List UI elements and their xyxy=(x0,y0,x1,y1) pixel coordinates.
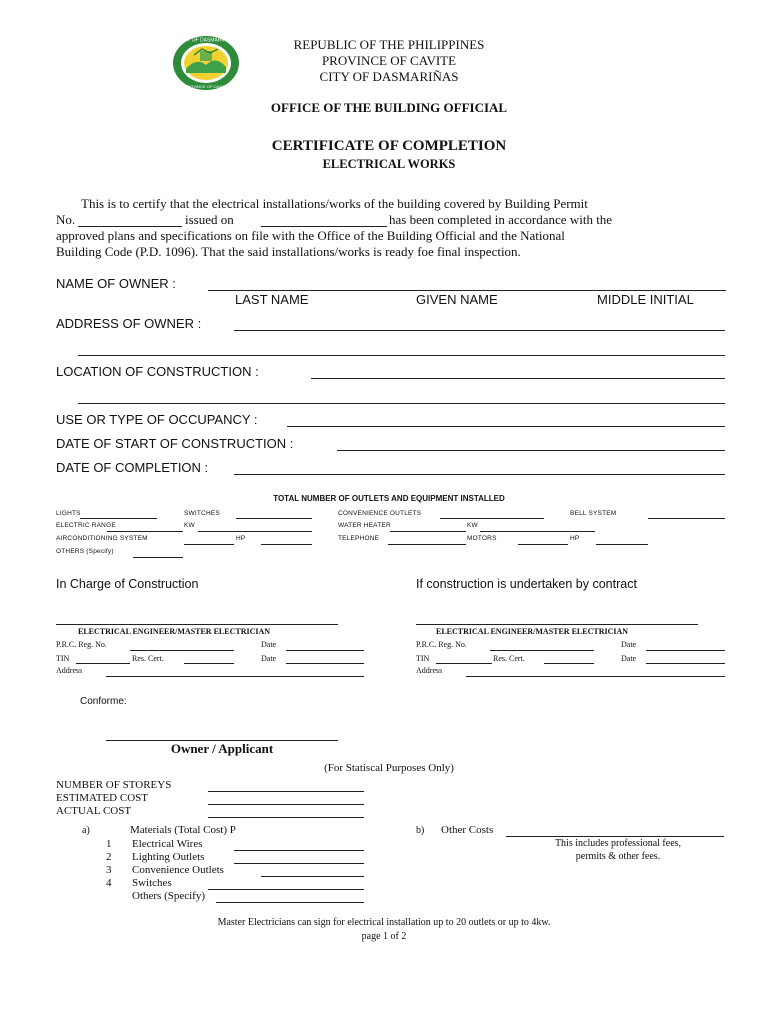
right-res-date-field[interactable] xyxy=(646,663,725,664)
right-tin-label: TIN xyxy=(416,654,430,663)
right-engineer-caption: ELECTRICAL ENGINEER/MASTER ELECTRICIAN xyxy=(436,627,629,636)
right-prc-date-field[interactable] xyxy=(646,650,725,651)
estimated-cost-field[interactable] xyxy=(208,804,364,805)
left-prc-date-label: Date xyxy=(261,640,277,649)
item-number-3: 3 xyxy=(106,864,112,876)
city-seal-logo xyxy=(172,35,240,91)
right-prc-field[interactable] xyxy=(490,650,594,651)
item-field-others[interactable] xyxy=(216,902,364,903)
telephone-field[interactable] xyxy=(388,544,466,545)
owner-address-label: ADDRESS OF OWNER : xyxy=(56,316,202,331)
item-number-4: 4 xyxy=(106,877,112,889)
item-label-switches: Switches xyxy=(132,877,172,889)
right-address-label: Address xyxy=(416,666,443,675)
intro-line-3: approved plans and specifications on file with the Office of the Building Official and the National xyxy=(56,228,565,243)
document-title: CERTIFICATE OF COMPLETION xyxy=(271,138,507,154)
switches-label: SWITCHES xyxy=(184,510,220,517)
right-address-field[interactable] xyxy=(466,676,725,677)
left-res-date-label: Date xyxy=(261,654,277,663)
range-label: ELECTRIC RANGE xyxy=(56,522,116,529)
right-prc-label: P.R.C. Reg. No. xyxy=(416,640,467,649)
convenience-label: CONVENIENCE OUTLETS xyxy=(338,510,422,517)
given-name-caption: GIVEN NAME xyxy=(416,292,498,307)
telephone-label: TELEPHONE xyxy=(338,535,380,542)
header-office: OFFICE OF THE BUILDING OFFICIAL xyxy=(270,100,508,115)
intro-issued-on: issued on xyxy=(185,212,234,227)
item-field-switches[interactable] xyxy=(208,889,364,890)
left-tin-field[interactable] xyxy=(76,663,130,664)
right-prc-date-label: Date xyxy=(621,640,637,649)
range-field[interactable] xyxy=(107,531,183,532)
issued-date-field[interactable] xyxy=(261,226,387,227)
heater-label: WATER HEATER xyxy=(338,522,391,529)
intro-line-4: Building Code (P.D. 1096). That the said installations/works is ready foe final inspection. xyxy=(56,244,521,259)
other-costs-note-1: This includes professional fees, xyxy=(554,838,682,849)
completion-date-label: DATE OF COMPLETION : xyxy=(56,460,209,475)
left-signature-line[interactable] xyxy=(56,624,338,625)
right-res-field[interactable] xyxy=(544,663,594,664)
completion-date-field[interactable] xyxy=(234,474,725,475)
item-label-lighting-outlets: Lighting Outlets xyxy=(132,851,205,863)
heater-kw-label: KW xyxy=(467,522,478,529)
actual-cost-field[interactable] xyxy=(208,817,364,818)
storeys-field[interactable] xyxy=(208,791,364,792)
materials-a-marker: a) xyxy=(82,825,90,836)
owner-address-field-1[interactable] xyxy=(234,330,725,331)
other-costs-note-2: permits & other fees. xyxy=(575,851,661,862)
materials-label: Materials (Total Cost) P xyxy=(130,824,236,836)
motors-hp-label: HP xyxy=(570,535,580,542)
other-costs-b-marker: b) xyxy=(416,825,425,836)
heater-kw-field[interactable] xyxy=(480,531,595,532)
estimated-cost-label: ESTIMATED COST xyxy=(56,792,148,804)
right-tin-field[interactable] xyxy=(436,663,492,664)
left-res-field[interactable] xyxy=(184,663,234,664)
item-label-convenience-outlets: Convenience Outlets xyxy=(132,864,224,876)
location-field-1[interactable] xyxy=(311,378,725,379)
location-label: LOCATION OF CONSTRUCTION : xyxy=(56,364,259,379)
item-number-2: 2 xyxy=(106,851,112,863)
seal-text-top: CITY OF DASMARIÑAS xyxy=(178,37,234,44)
others-label: OTHERS (Specify) xyxy=(56,548,114,555)
other-costs-field[interactable] xyxy=(506,836,724,837)
page-number: page 1 of 2 xyxy=(361,931,407,942)
owner-address-field-2[interactable] xyxy=(78,355,725,356)
in-charge-title: In Charge of Construction xyxy=(56,577,199,591)
motors-label: MOTORS xyxy=(467,535,497,542)
left-res-label: Res. Cert. xyxy=(132,654,164,663)
bell-field[interactable] xyxy=(648,518,725,519)
others-field[interactable] xyxy=(133,557,183,558)
document-subtitle: ELECTRICAL WORKS xyxy=(322,157,456,171)
right-res-date-label: Date xyxy=(621,654,637,663)
header-province: PROVINCE OF CAVITE xyxy=(321,53,457,68)
left-res-date-field[interactable] xyxy=(286,663,364,664)
item-field-electrical-wires[interactable] xyxy=(234,850,364,851)
aircon-hp-label: HP xyxy=(236,535,246,542)
occupancy-label: USE OR TYPE OF OCCUPANCY : xyxy=(56,412,258,427)
aircon-hp-field[interactable] xyxy=(261,544,312,545)
footer-note: Master Electricians can sign for electrical installation up to 20 outlets or up to 4kw. xyxy=(217,917,551,928)
left-tin-label: TIN xyxy=(56,654,70,663)
intro-no-label: No. xyxy=(56,212,76,227)
conforme-label: Conforme: xyxy=(80,696,127,707)
owner-name-field[interactable] xyxy=(208,290,726,291)
last-name-caption: LAST NAME xyxy=(235,292,309,307)
other-costs-label: Other Costs xyxy=(441,824,494,836)
right-res-label: Res. Cert. xyxy=(493,654,525,663)
item-label-electrical-wires: Electrical Wires xyxy=(132,838,203,850)
start-date-field[interactable] xyxy=(337,450,725,451)
left-prc-label: P.R.C. Reg. No. xyxy=(56,640,107,649)
motors-hp-field[interactable] xyxy=(596,544,648,545)
seal-text-bottom: PROVINCE OF CAVITE xyxy=(184,84,228,89)
contract-title: If construction is undertaken by contract xyxy=(416,577,637,591)
header-republic: REPUBLIC OF THE PHILIPPINES xyxy=(293,37,485,52)
owner-name-label: NAME OF OWNER : xyxy=(56,276,176,291)
item-number-1: 1 xyxy=(106,838,112,850)
range-kw-label: KW xyxy=(184,522,195,529)
item-label-others: Others (Specify) xyxy=(132,890,206,902)
range-kw-field[interactable] xyxy=(198,531,312,532)
occupancy-field[interactable] xyxy=(287,426,725,427)
left-address-label: Address xyxy=(56,666,83,675)
aircon-field[interactable] xyxy=(184,544,234,545)
middle-initial-caption: MIDDLE INITIAL xyxy=(597,292,694,307)
aircon-label: AIRCONDITIONING SYSTEM xyxy=(56,535,148,542)
item-field-lighting-outlets[interactable] xyxy=(234,863,364,864)
item-field-convenience-outlets[interactable] xyxy=(261,876,364,877)
statistical-note: (For Statiscal Purposes Only) xyxy=(324,762,454,774)
lights-label: LIGHTS xyxy=(56,510,81,517)
header-city: CITY OF DASMARIÑAS xyxy=(319,69,459,84)
right-signature-line[interactable] xyxy=(416,624,698,625)
lights-field[interactable] xyxy=(80,518,157,519)
left-prc-field[interactable] xyxy=(130,650,234,651)
left-address-field[interactable] xyxy=(106,676,364,677)
switches-field[interactable] xyxy=(236,518,312,519)
intro-completed: has been completed in accordance with the xyxy=(389,212,613,227)
heater-field[interactable] xyxy=(390,531,466,532)
convenience-field[interactable] xyxy=(440,518,544,519)
actual-cost-label: ACTUAL COST xyxy=(56,805,132,817)
bell-label: BELL SYSTEM xyxy=(570,510,617,517)
outlets-heading: TOTAL NUMBER OF OUTLETS AND EQUIPMENT INSTALLED xyxy=(273,494,505,503)
start-date-label: DATE OF START OF CONSTRUCTION : xyxy=(56,436,294,451)
owner-applicant-caption: Owner / Applicant xyxy=(170,741,274,756)
storeys-label: NUMBER OF STOREYS xyxy=(56,779,172,791)
motors-field[interactable] xyxy=(518,544,568,545)
left-prc-date-field[interactable] xyxy=(286,650,364,651)
left-engineer-caption: ELECTRICAL ENGINEER/MASTER ELECTRICIAN xyxy=(78,627,271,636)
intro-line-1: This is to certify that the electrical installations/works of the building covered by Building Permit xyxy=(81,196,588,211)
permit-number-field[interactable] xyxy=(78,226,182,227)
location-field-2[interactable] xyxy=(78,403,725,404)
